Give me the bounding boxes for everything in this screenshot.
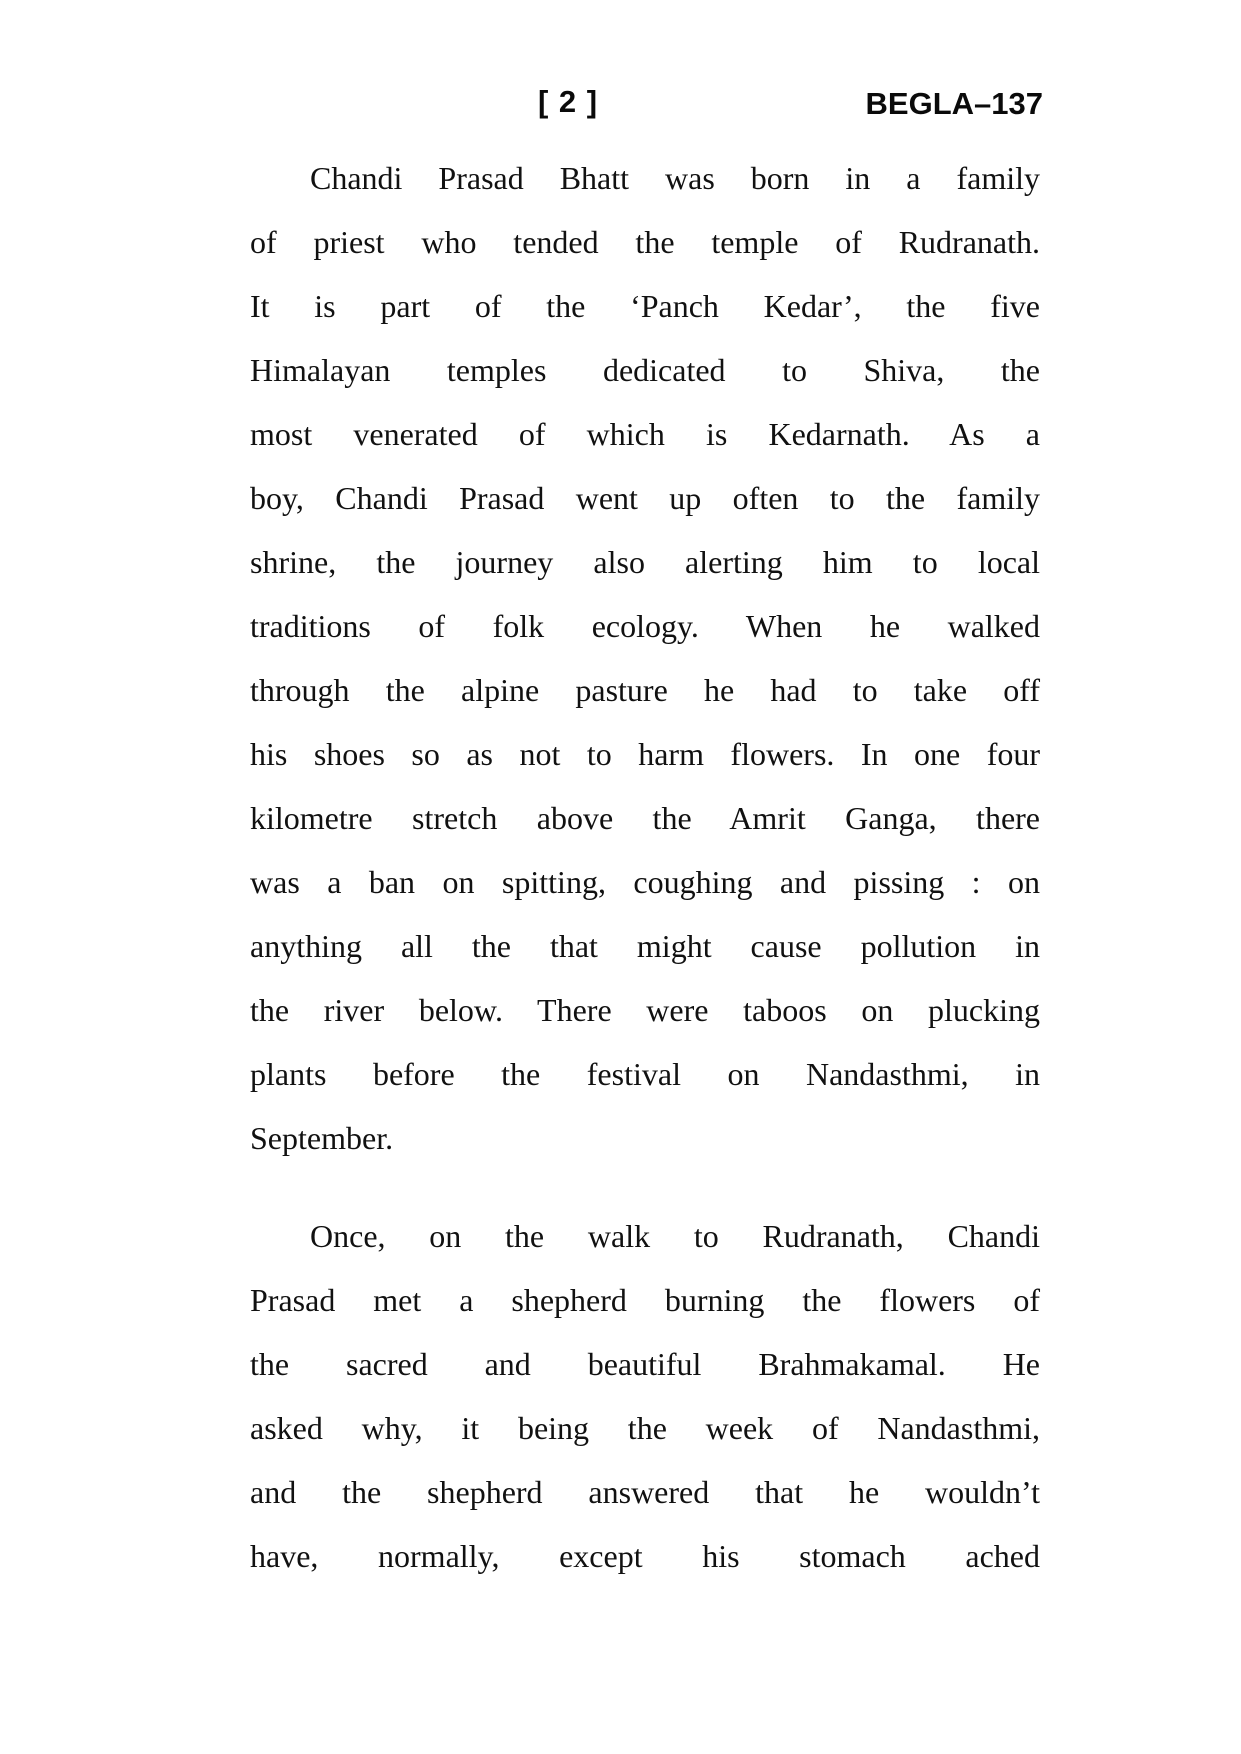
text-line: through the alpine pasture he had to take off: [250, 672, 1040, 708]
text-line: September.: [250, 1120, 394, 1156]
text-line: It is part of the ‘Panch Kedar’, the five: [250, 288, 1040, 324]
text-line: of priest who tended the temple of Rudranath.: [250, 224, 1040, 260]
text-line: the river below. There were taboos on plucking: [250, 992, 1040, 1028]
text-line: Prasad met a shepherd burning the flowers of: [250, 1282, 1040, 1318]
text-line: plants before the festival on Nandasthmi, in: [250, 1056, 1040, 1092]
text-line: Once, on the walk to Rudranath, Chandi: [310, 1218, 1040, 1254]
text-line: anything all the that might cause pollution in: [250, 928, 1040, 964]
text-line: and the shepherd answered that he wouldn’t: [250, 1474, 1040, 1510]
text-line: was a ban on spitting, coughing and pissing : on: [250, 864, 1040, 900]
paragraph-1: [250, 146, 1040, 1170]
text-line: boy, Chandi Prasad went up often to the family: [250, 480, 1040, 516]
course-code: BEGLA–137: [865, 86, 1043, 121]
text-line: Chandi Prasad Bhatt was born in a family: [310, 160, 1040, 196]
text-line: asked why, it being the week of Nandasthmi,: [250, 1410, 1040, 1446]
text-line: Himalayan temples dedicated to Shiva, the: [250, 352, 1040, 388]
paragraph-2: [250, 1204, 1040, 1588]
text-line: kilometre stretch above the Amrit Ganga, there: [250, 800, 1040, 836]
text-line: shrine, the journey also alerting him to local: [250, 544, 1040, 580]
text-line: have, normally, except his stomach ached: [250, 1538, 1040, 1574]
text-line: the sacred and beautiful Brahmakamal. He: [250, 1346, 1040, 1382]
text-line: traditions of folk ecology. When he walked: [250, 608, 1040, 644]
text-line: his shoes so as not to harm flowers. In one four: [250, 736, 1040, 772]
text-line: most venerated of which is Kedarnath. As a: [250, 416, 1040, 452]
passage-text: [250, 146, 1040, 1588]
page-number: [ 2 ]: [537, 84, 599, 119]
